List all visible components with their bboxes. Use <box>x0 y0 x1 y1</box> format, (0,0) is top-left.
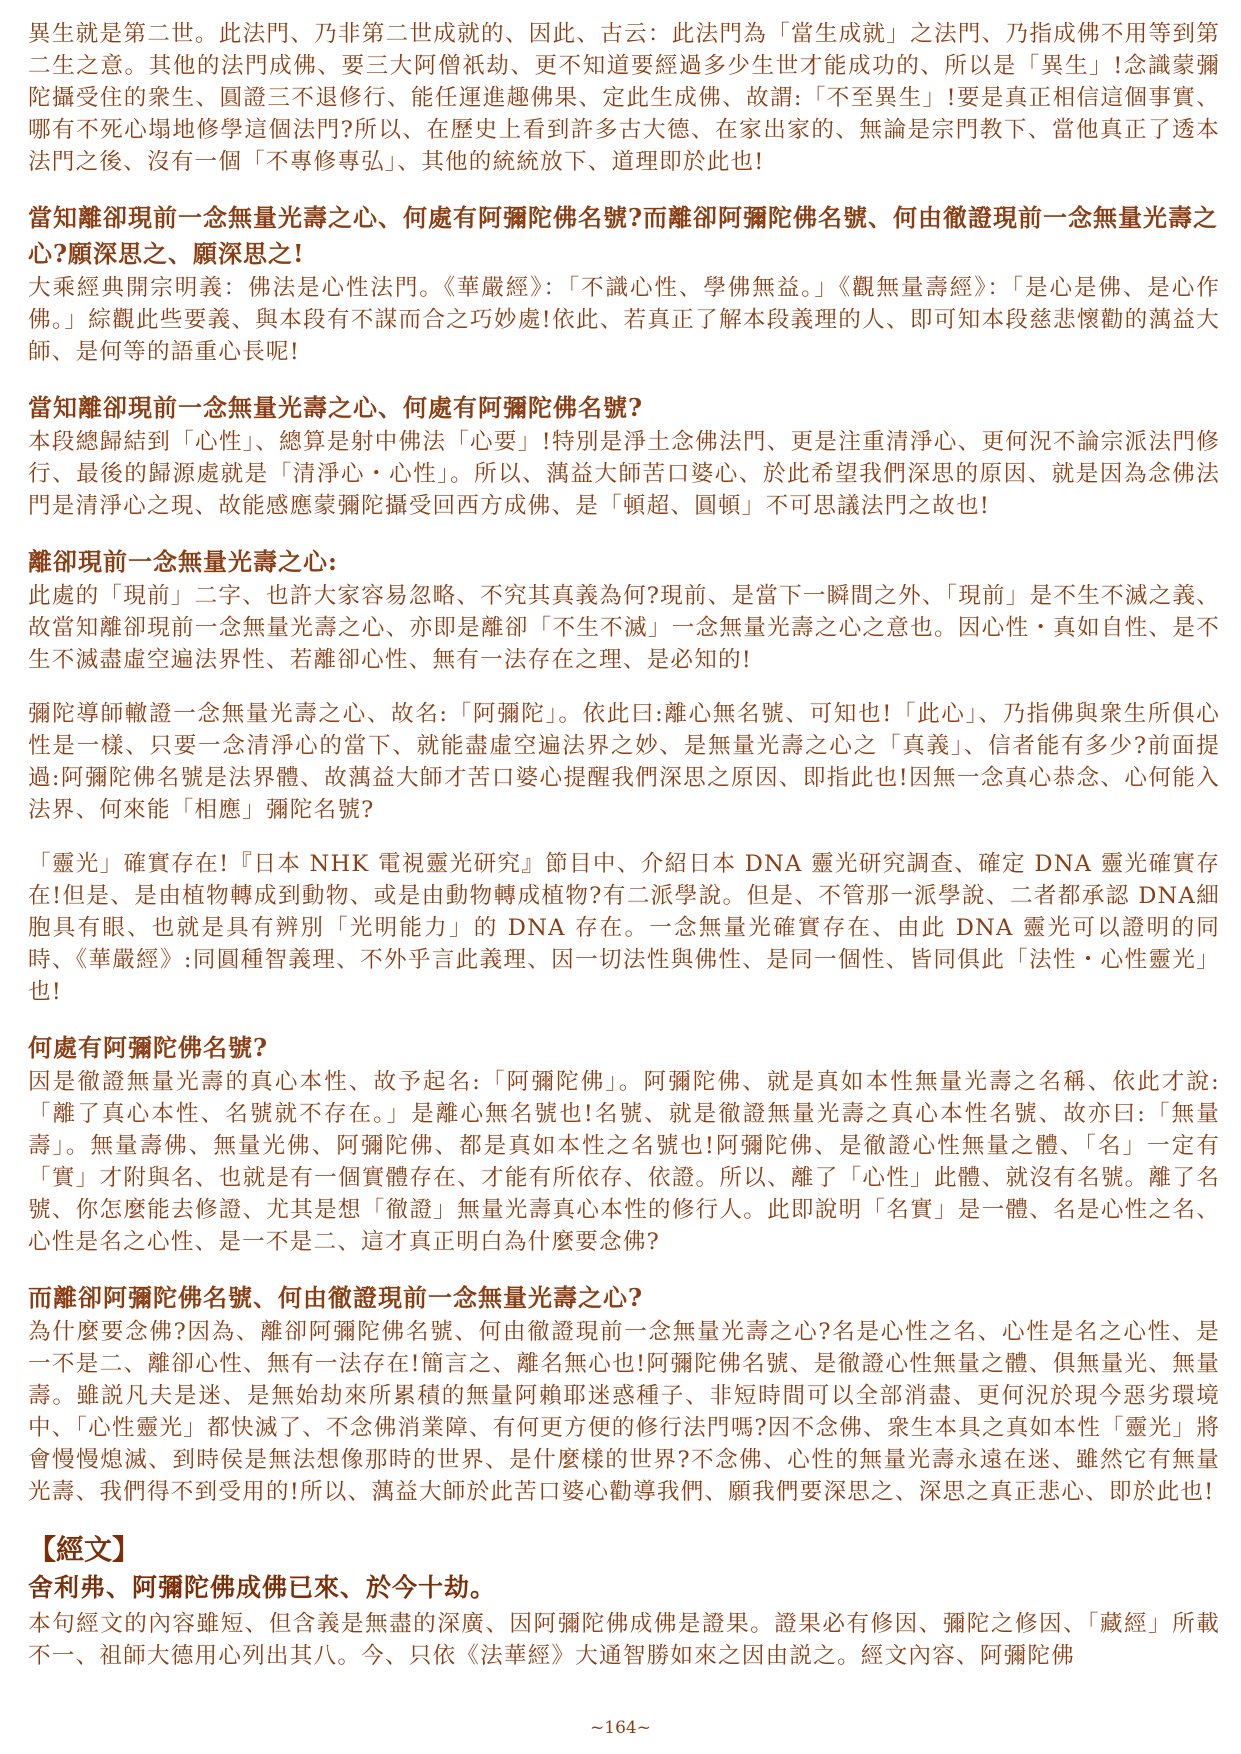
section-heading: 當知離卻現前一念無量光壽之心、何處有阿彌陀佛名號? <box>28 393 644 422</box>
section-heading: 何處有阿彌陀佛名號? <box>28 1033 269 1062</box>
section-1 <box>28 200 1220 368</box>
page-number: ~164~ <box>590 1718 651 1738</box>
section-4 <box>28 1030 1220 1258</box>
section-paragraph: 為什麼要念佛?因為、離卻阿彌陀佛名號、何由徹證現前一念無量光壽之心?名是心性之名、心性是名之心性、是一不是二、離卻心性、無有一法存在!簡言之、離名無心也!阿彌陀佛名號、是徹證心性無量之體、俱無量光、無量壽。雖説凡夫是迷、是無始劫來所累積的無量阿賴耶迷惑種子、非短時間可以全部消盡、更何況於現今惡劣環境中、「心性靈光」都快滅了、不念佛消業障、有何更方便的修行法門嗎?因不念佛、衆生本具之真如本性「靈光」將會慢慢熄滅、到時侯是無法想像那時的世界、是什麼樣的世界?不念佛、心性的無量光壽永遠在迷、雖然它有無量光壽、我們得不到受用的!所以、蕅益大師於此苦口婆心勸導我們、願我們要深思之、深思之真正悲心、即於此也! <box>28 1319 1220 1505</box>
section-paragraph: 本段總歸結到「心性」、總算是射中佛法「心要」!特別是淨土念佛法門、更是注重清淨心、更何況不論宗派法門修行、最後的歸源處就是「清淨心・心性」。所以、蕅益大師苦口婆心、於此希望我們深思的原因、就是因為念佛法門是清淨心之現、故能感應蒙彌陀攝受回西方成佛、是「頓超、圓頓」不可思議法門之故也! <box>28 429 1220 519</box>
section-paragraph: 因是徹證無量光壽的真心本性、故予起名:「阿彌陀佛」。阿彌陀佛、就是真如本性無量光壽之名稱、依此才說:「離了真心本性、名號就不存在。」是離心無名號也!名號、就是徹證無量光壽之真心本性名號、故亦曰:「無量壽」。無量壽佛、無量光佛、阿彌陀佛、都是真如本性之名號也!阿彌陀佛、是徹證心性無量之體、「名」一定有「實」才附與名、也就是有一個實體存在、才能有所依存、依證。所以、離了「心性」此體、就沒有名號。離了名號、你怎麼能去修證、尤其是想「徹證」無量光壽真心本性的修行人。此即說明「名實」是一體、名是心性之名、心性是名之心性、是一不是二、這才真正明白為什麼要念佛? <box>28 1069 1220 1255</box>
section-3 <box>28 544 1220 1008</box>
section-5 <box>28 1280 1220 1508</box>
section-2 <box>28 390 1220 522</box>
section-paragraph: 彌陀導師轍證一念無量光壽之心、故名:「阿彌陀」。依此曰:離心無名號、可知也!「此心」、乃指佛與衆生所俱心性是一樣、只要一念清淨心的當下、就能盡虛空遍法界之妙、是無量光壽之心之「真義」、信者能有多少?前面提過:阿彌陀佛名號是法界體、故蕅益大師才苦口婆心提醒我們深思之原因、即指此也!因無一念真心恭念、心何能入法界、何來能「相應」彌陀名號? <box>28 701 1220 823</box>
section-heading: 離卻現前一念無量光壽之心: <box>28 547 338 576</box>
section-heading: 而離卻阿彌陀佛名號、何由徹證現前一念無量光壽之心? <box>28 1283 644 1312</box>
sutra-section <box>28 1530 1220 1672</box>
section-paragraph: 「靈光」確實存在!『日本 NHK 電視靈光研究』節目中、介紹日本 DNA 靈光研究調查、確定 DNA 靈光確實存在!但是、是由植物轉成到動物、或是由動物轉成植物?有二派學說。但是、不管那一派學說、二者都承認 DNA細胞具有眼、也就是具有辨別「光明能力」的 DNA 存在。一念無量光確實存在、由此 DNA 靈光可以證明的同時、《華嚴經》:同圓種智義理、不外乎言此義理、因一切法性與佛性、是同一個性、皆同俱此「法性・心性靈光」也! <box>28 851 1220 1005</box>
document-page <box>28 18 1220 1694</box>
section-heading: 當知離卻現前一念無量光壽之心、何處有阿彌陀佛名號?而離卻阿彌陀佛名號、何由徹證現前一念無量光壽之心?願深思之、願深思之! <box>28 203 1219 268</box>
sutra-text: 舍利弗、阿彌陀佛成佛已來、於今十劫。 <box>28 1573 497 1602</box>
sutra-label: 【經文】 <box>28 1533 141 1566</box>
intro-paragraph: 異生就是第二世。此法門、乃非第二世成就的、因此、古云：此法門為「當生成就」之法門、乃指成佛不用等到第二生之意。其他的法門成佛、要三大阿僧祇劫、更不知道要經過多少生世才能成功的、所以是「異生」!念識蒙彌陀攝受住的衆生、圓證三不退修行、能任運進趣佛果、定此生成佛、故謂:「不至異生」!要是真正相信這個事實、哪有不死心塌地修學這個法門?所以、在歷史上看到許多古大德、在家出家的、無論是宗門教下、當他真正了透本法門之後、沒有一個「不專修專弘」、其他的統統放下、道理即於此也! <box>28 21 1220 175</box>
section-paragraph: 大乘經典開宗明義：佛法是心性法門。《華嚴經》：「不識心性、學佛無益。」《觀無量壽經》：「是心是佛、是心作佛。」綜觀此些要義、與本段有不謀而合之巧妙處!依此、若真正了解本段義理的人、即可知本段慈悲懷勸的蕅益大師、是何等的語重心長呢! <box>28 275 1220 365</box>
sutra-commentary: 本句經文的內容雖短、但含義是無盡的深廣、因阿彌陀佛成佛是證果。證果必有修因、彌陀之修因、「藏經」所載不一、祖師大德用心列出其八。今、只依《法華經》大通智勝如來之因由説之。經文內容、阿彌陀佛 <box>28 1611 1220 1669</box>
section-paragraph: 此處的「現前」二字、也許大家容易忽略、不究其真義為何?現前、是當下一瞬間之外、「現前」是不生不滅之義、故當知離卻現前一念無量光壽之心、亦即是離卻「不生不滅」一念無量光壽之心之意也。因心性・真如自性、是不生不滅盡虛空遍法界性、若離卻心性、無有一法存在之理、是必知的! <box>28 583 1220 673</box>
